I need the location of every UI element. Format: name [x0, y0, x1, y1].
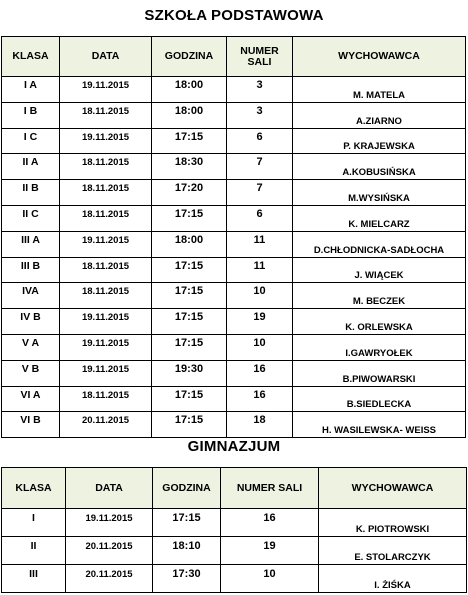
numer-sali-cell: 16 [227, 386, 293, 412]
klasa-cell: V B [2, 360, 60, 386]
godzina-cell: 17:15 [153, 509, 221, 537]
klasa-cell: II A [2, 154, 60, 180]
klasa-cell: III A [2, 231, 60, 257]
klasa-cell: III B [2, 257, 60, 283]
table-row [2, 334, 466, 360]
wychowawca-cell: B.PIWOWARSKI [293, 360, 466, 386]
klasa-cell: II [2, 537, 66, 565]
data-cell: 18.11.2015 [60, 257, 152, 283]
godzina-cell: 17:15 [152, 283, 227, 309]
numer-sali-cell: 3 [227, 77, 293, 103]
table-row [2, 231, 466, 257]
data-cell: 18.11.2015 [60, 205, 152, 231]
header-klasa: KLASA [2, 468, 66, 509]
header-godzina: GODZINA [153, 468, 221, 509]
godzina-cell: 18:00 [152, 77, 227, 103]
wychowawca-cell: A.KOBUSIŃSKA [293, 154, 466, 180]
data-cell: 18.11.2015 [60, 180, 152, 206]
wychowawca-cell: H. WASILEWSKA- WEISS [293, 412, 466, 438]
godzina-cell: 18:30 [152, 154, 227, 180]
header-data: DATA [60, 37, 152, 77]
gymnasium-title: GIMNAZJUM [187, 438, 281, 455]
wychowawca-cell: M. MATELA [293, 77, 466, 103]
klasa-cell: II B [2, 180, 60, 206]
wychowawca-cell: K. PIOTROWSKI [319, 509, 467, 537]
table-header-row [2, 468, 467, 509]
godzina-cell: 18:00 [152, 102, 227, 128]
numer-sali-cell: 19 [227, 309, 293, 335]
table-row [2, 205, 466, 231]
data-cell: 19.11.2015 [60, 334, 152, 360]
table-row [2, 102, 466, 128]
godzina-cell: 18:10 [153, 537, 221, 565]
klasa-cell: IV B [2, 309, 60, 335]
data-cell: 19.11.2015 [60, 360, 152, 386]
wychowawca-cell: B.SIEDLECKA [293, 386, 466, 412]
godzina-cell: 17:15 [152, 205, 227, 231]
data-cell: 19.11.2015 [60, 77, 152, 103]
header-numer-sali: NUMER SALI [221, 468, 319, 509]
data-cell: 18.11.2015 [60, 283, 152, 309]
table-row [2, 77, 466, 103]
numer-sali-cell: 18 [227, 412, 293, 438]
wychowawca-cell: E. STOLARCZYK [319, 537, 467, 565]
klasa-cell: VI B [2, 412, 60, 438]
wychowawca-cell: I. ŻIŚKA [319, 565, 467, 593]
wychowawca-cell: M. BECZEK [293, 283, 466, 309]
data-cell: 20.11.2015 [60, 412, 152, 438]
data-cell: 19.11.2015 [66, 509, 153, 537]
klasa-cell: V A [2, 334, 60, 360]
data-cell: 19.11.2015 [60, 128, 152, 154]
klasa-cell: I [2, 509, 66, 537]
numer-sali-cell: 19 [221, 537, 319, 565]
gymnasium-table [1, 467, 467, 593]
klasa-cell: I A [2, 77, 60, 103]
header-numer-sali: NUMER SALI [227, 37, 293, 77]
numer-sali-cell: 3 [227, 102, 293, 128]
numer-sali-cell: 11 [227, 257, 293, 283]
table-row [2, 309, 466, 335]
wychowawca-cell: K. MIELCARZ [293, 205, 466, 231]
header-wychowawca: WYCHOWAWCA [319, 468, 467, 509]
wychowawca-cell: D.CHŁODNICKA-SADŁOCHA [293, 231, 466, 257]
data-cell: 19.11.2015 [60, 231, 152, 257]
numer-sali-cell: 10 [227, 334, 293, 360]
table-row [2, 283, 466, 309]
wychowawca-cell: P. KRAJEWSKA [293, 128, 466, 154]
godzina-cell: 17:30 [153, 565, 221, 593]
godzina-cell: 17:15 [152, 257, 227, 283]
header-godzina: GODZINA [152, 37, 227, 77]
godzina-cell: 17:15 [152, 386, 227, 412]
numer-sali-cell: 6 [227, 128, 293, 154]
godzina-cell: 17:15 [152, 412, 227, 438]
klasa-cell: I B [2, 102, 60, 128]
data-cell: 20.11.2015 [66, 565, 153, 593]
numer-sali-cell: 11 [227, 231, 293, 257]
klasa-cell: VI A [2, 386, 60, 412]
data-cell: 20.11.2015 [66, 537, 153, 565]
wychowawca-cell: I.GAWRYOŁEK [293, 334, 466, 360]
table-row [2, 509, 467, 537]
godzina-cell: 19:30 [152, 360, 227, 386]
wychowawca-cell: J. WIĄCEK [293, 257, 466, 283]
table-row [2, 128, 466, 154]
numer-sali-cell: 10 [227, 283, 293, 309]
numer-sali-cell: 7 [227, 154, 293, 180]
numer-sali-cell: 16 [227, 360, 293, 386]
table-row [2, 412, 466, 438]
numer-sali-cell: 7 [227, 180, 293, 206]
godzina-cell: 17:15 [152, 128, 227, 154]
numer-sali-cell: 6 [227, 205, 293, 231]
header-data: DATA [66, 468, 153, 509]
numer-sali-cell: 16 [221, 509, 319, 537]
primary-school-table [1, 36, 466, 438]
godzina-cell: 17:20 [152, 180, 227, 206]
godzina-cell: 17:15 [152, 334, 227, 360]
wychowawca-cell: A.ZIARNO [293, 102, 466, 128]
primary-school-title: SZKOŁA PODSTAWOWA [144, 7, 324, 24]
header-wychowawca: WYCHOWAWCA [293, 37, 466, 77]
table-row [2, 386, 466, 412]
klasa-cell: II C [2, 205, 60, 231]
data-cell: 19.11.2015 [60, 309, 152, 335]
godzina-cell: 17:15 [152, 309, 227, 335]
table-row [2, 360, 466, 386]
wychowawca-cell: K. ORLEWSKA [293, 309, 466, 335]
table-row [2, 565, 467, 593]
table-row [2, 154, 466, 180]
header-klasa: KLASA [2, 37, 60, 77]
table-header-row [2, 37, 466, 77]
numer-sali-cell: 10 [221, 565, 319, 593]
klasa-cell: I C [2, 128, 60, 154]
table-row [2, 537, 467, 565]
wychowawca-cell: M.WYSIŃSKA [293, 180, 466, 206]
table-row [2, 180, 466, 206]
data-cell: 18.11.2015 [60, 386, 152, 412]
godzina-cell: 18:00 [152, 231, 227, 257]
klasa-cell: III [2, 565, 66, 593]
data-cell: 18.11.2015 [60, 102, 152, 128]
klasa-cell: IVA [2, 283, 60, 309]
table-row [2, 257, 466, 283]
data-cell: 18.11.2015 [60, 154, 152, 180]
